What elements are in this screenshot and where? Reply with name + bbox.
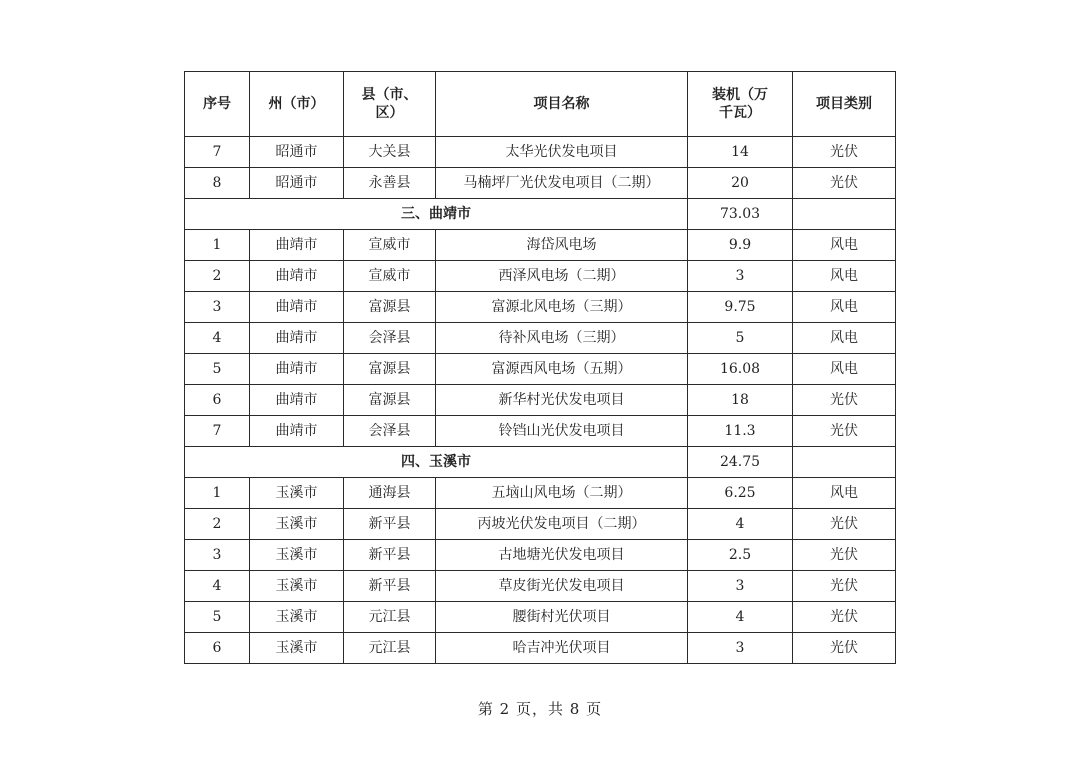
table-row: [185, 385, 896, 416]
cell-county: 会泽县: [344, 323, 436, 354]
table-body: [185, 137, 896, 664]
table-row: [185, 478, 896, 509]
section-category-empty: [793, 447, 896, 478]
header-row: [185, 72, 896, 137]
cell-county: 宣威市: [344, 261, 436, 292]
section-category-empty: [793, 199, 896, 230]
cell-capacity: 16.08: [688, 354, 793, 385]
cell-county: 宣威市: [344, 230, 436, 261]
cell-seq: 7: [185, 137, 250, 168]
cell-capacity: 9.75: [688, 292, 793, 323]
cell-capacity: 20: [688, 168, 793, 199]
cell-county: 元江县: [344, 602, 436, 633]
cell-project-name: 腰街村光伏项目: [436, 602, 688, 633]
cell-seq: 3: [185, 292, 250, 323]
cell-project-name: 五垴山风电场（二期）: [436, 478, 688, 509]
cell-prefecture: 曲靖市: [250, 292, 344, 323]
cell-category: 光伏: [793, 540, 896, 571]
header-project-name: 项目名称: [436, 72, 688, 137]
cell-seq: 4: [185, 323, 250, 354]
table-row: [185, 540, 896, 571]
cell-project-name: 草皮街光伏发电项目: [436, 571, 688, 602]
cell-category: 光伏: [793, 571, 896, 602]
cell-prefecture: 昭通市: [250, 168, 344, 199]
cell-seq: 6: [185, 385, 250, 416]
cell-category: 光伏: [793, 602, 896, 633]
cell-category: 光伏: [793, 137, 896, 168]
cell-seq: 7: [185, 416, 250, 447]
cell-seq: 1: [185, 478, 250, 509]
section-row: [185, 447, 896, 478]
cell-category: 光伏: [793, 509, 896, 540]
cell-capacity: 14: [688, 137, 793, 168]
section-title: 四、玉溪市: [185, 447, 688, 478]
cell-project-name: 哈吉冲光伏项目: [436, 633, 688, 664]
cell-project-name: 西泽风电场（二期）: [436, 261, 688, 292]
cell-prefecture: 曲靖市: [250, 385, 344, 416]
cell-seq: 8: [185, 168, 250, 199]
cell-county: 大关县: [344, 137, 436, 168]
table-row: [185, 323, 896, 354]
cell-capacity: 5: [688, 323, 793, 354]
header-capacity: 装机（万千瓦）: [688, 72, 793, 137]
cell-capacity: 6.25: [688, 478, 793, 509]
cell-county: 元江县: [344, 633, 436, 664]
cell-capacity: 2.5: [688, 540, 793, 571]
cell-seq: 5: [185, 602, 250, 633]
cell-project-name: 待补风电场（三期）: [436, 323, 688, 354]
cell-category: 光伏: [793, 385, 896, 416]
table-row: [185, 416, 896, 447]
cell-county: 富源县: [344, 292, 436, 323]
cell-category: 风电: [793, 323, 896, 354]
table-row: [185, 509, 896, 540]
header-prefecture: 州（市）: [250, 72, 344, 137]
cell-project-name: 古地塘光伏发电项目: [436, 540, 688, 571]
table-row: [185, 261, 896, 292]
cell-seq: 6: [185, 633, 250, 664]
cell-project-name: 马楠坪厂光伏发电项目（二期）: [436, 168, 688, 199]
cell-county: 永善县: [344, 168, 436, 199]
table-row: [185, 137, 896, 168]
cell-county: 会泽县: [344, 416, 436, 447]
header-seq: 序号: [185, 72, 250, 137]
cell-category: 风电: [793, 261, 896, 292]
cell-category: 光伏: [793, 633, 896, 664]
table-row: [185, 292, 896, 323]
table-row: [185, 602, 896, 633]
cell-seq: 2: [185, 261, 250, 292]
cell-capacity: 3: [688, 633, 793, 664]
cell-prefecture: 玉溪市: [250, 571, 344, 602]
cell-category: 风电: [793, 478, 896, 509]
cell-project-name: 新华村光伏发电项目: [436, 385, 688, 416]
cell-project-name: 富源西风电场（五期）: [436, 354, 688, 385]
cell-capacity: 18: [688, 385, 793, 416]
cell-prefecture: 曲靖市: [250, 230, 344, 261]
cell-county: 富源县: [344, 354, 436, 385]
cell-project-name: 海岱风电场: [436, 230, 688, 261]
cell-prefecture: 玉溪市: [250, 478, 344, 509]
cell-capacity: 11.3: [688, 416, 793, 447]
cell-county: 通海县: [344, 478, 436, 509]
cell-seq: 2: [185, 509, 250, 540]
cell-prefecture: 曲靖市: [250, 261, 344, 292]
cell-capacity: 3: [688, 261, 793, 292]
cell-category: 光伏: [793, 168, 896, 199]
table-row: [185, 571, 896, 602]
cell-project-name: 太华光伏发电项目: [436, 137, 688, 168]
cell-county: 富源县: [344, 385, 436, 416]
cell-category: 风电: [793, 354, 896, 385]
cell-prefecture: 曲靖市: [250, 416, 344, 447]
cell-prefecture: 玉溪市: [250, 633, 344, 664]
cell-category: 光伏: [793, 416, 896, 447]
cell-project-name: 铃铛山光伏发电项目: [436, 416, 688, 447]
cell-county: 新平县: [344, 540, 436, 571]
cell-category: 风电: [793, 230, 896, 261]
cell-prefecture: 玉溪市: [250, 509, 344, 540]
section-title: 三、曲靖市: [185, 199, 688, 230]
cell-county: 新平县: [344, 571, 436, 602]
cell-capacity: 9.9: [688, 230, 793, 261]
cell-capacity: 4: [688, 602, 793, 633]
cell-seq: 3: [185, 540, 250, 571]
cell-prefecture: 昭通市: [250, 137, 344, 168]
table-row: [185, 354, 896, 385]
header-county: 县（市、区）: [344, 72, 436, 137]
cell-prefecture: 曲靖市: [250, 354, 344, 385]
section-total: 73.03: [688, 199, 793, 230]
cell-seq: 4: [185, 571, 250, 602]
cell-project-name: 富源北风电场（三期）: [436, 292, 688, 323]
project-table: [184, 71, 896, 664]
cell-prefecture: 玉溪市: [250, 540, 344, 571]
header-category: 项目类别: [793, 72, 896, 137]
page-footer: 第 2 页，共 8 页: [477, 700, 603, 718]
cell-category: 风电: [793, 292, 896, 323]
cell-seq: 1: [185, 230, 250, 261]
cell-prefecture: 曲靖市: [250, 323, 344, 354]
cell-seq: 5: [185, 354, 250, 385]
table-row: [185, 168, 896, 199]
cell-project-name: 丙坡光伏发电项目（二期）: [436, 509, 688, 540]
cell-county: 新平县: [344, 509, 436, 540]
section-total: 24.75: [688, 447, 793, 478]
cell-prefecture: 玉溪市: [250, 602, 344, 633]
table-row: [185, 230, 896, 261]
cell-capacity: 4: [688, 509, 793, 540]
cell-capacity: 3: [688, 571, 793, 602]
table-row: [185, 633, 896, 664]
section-row: [185, 199, 896, 230]
